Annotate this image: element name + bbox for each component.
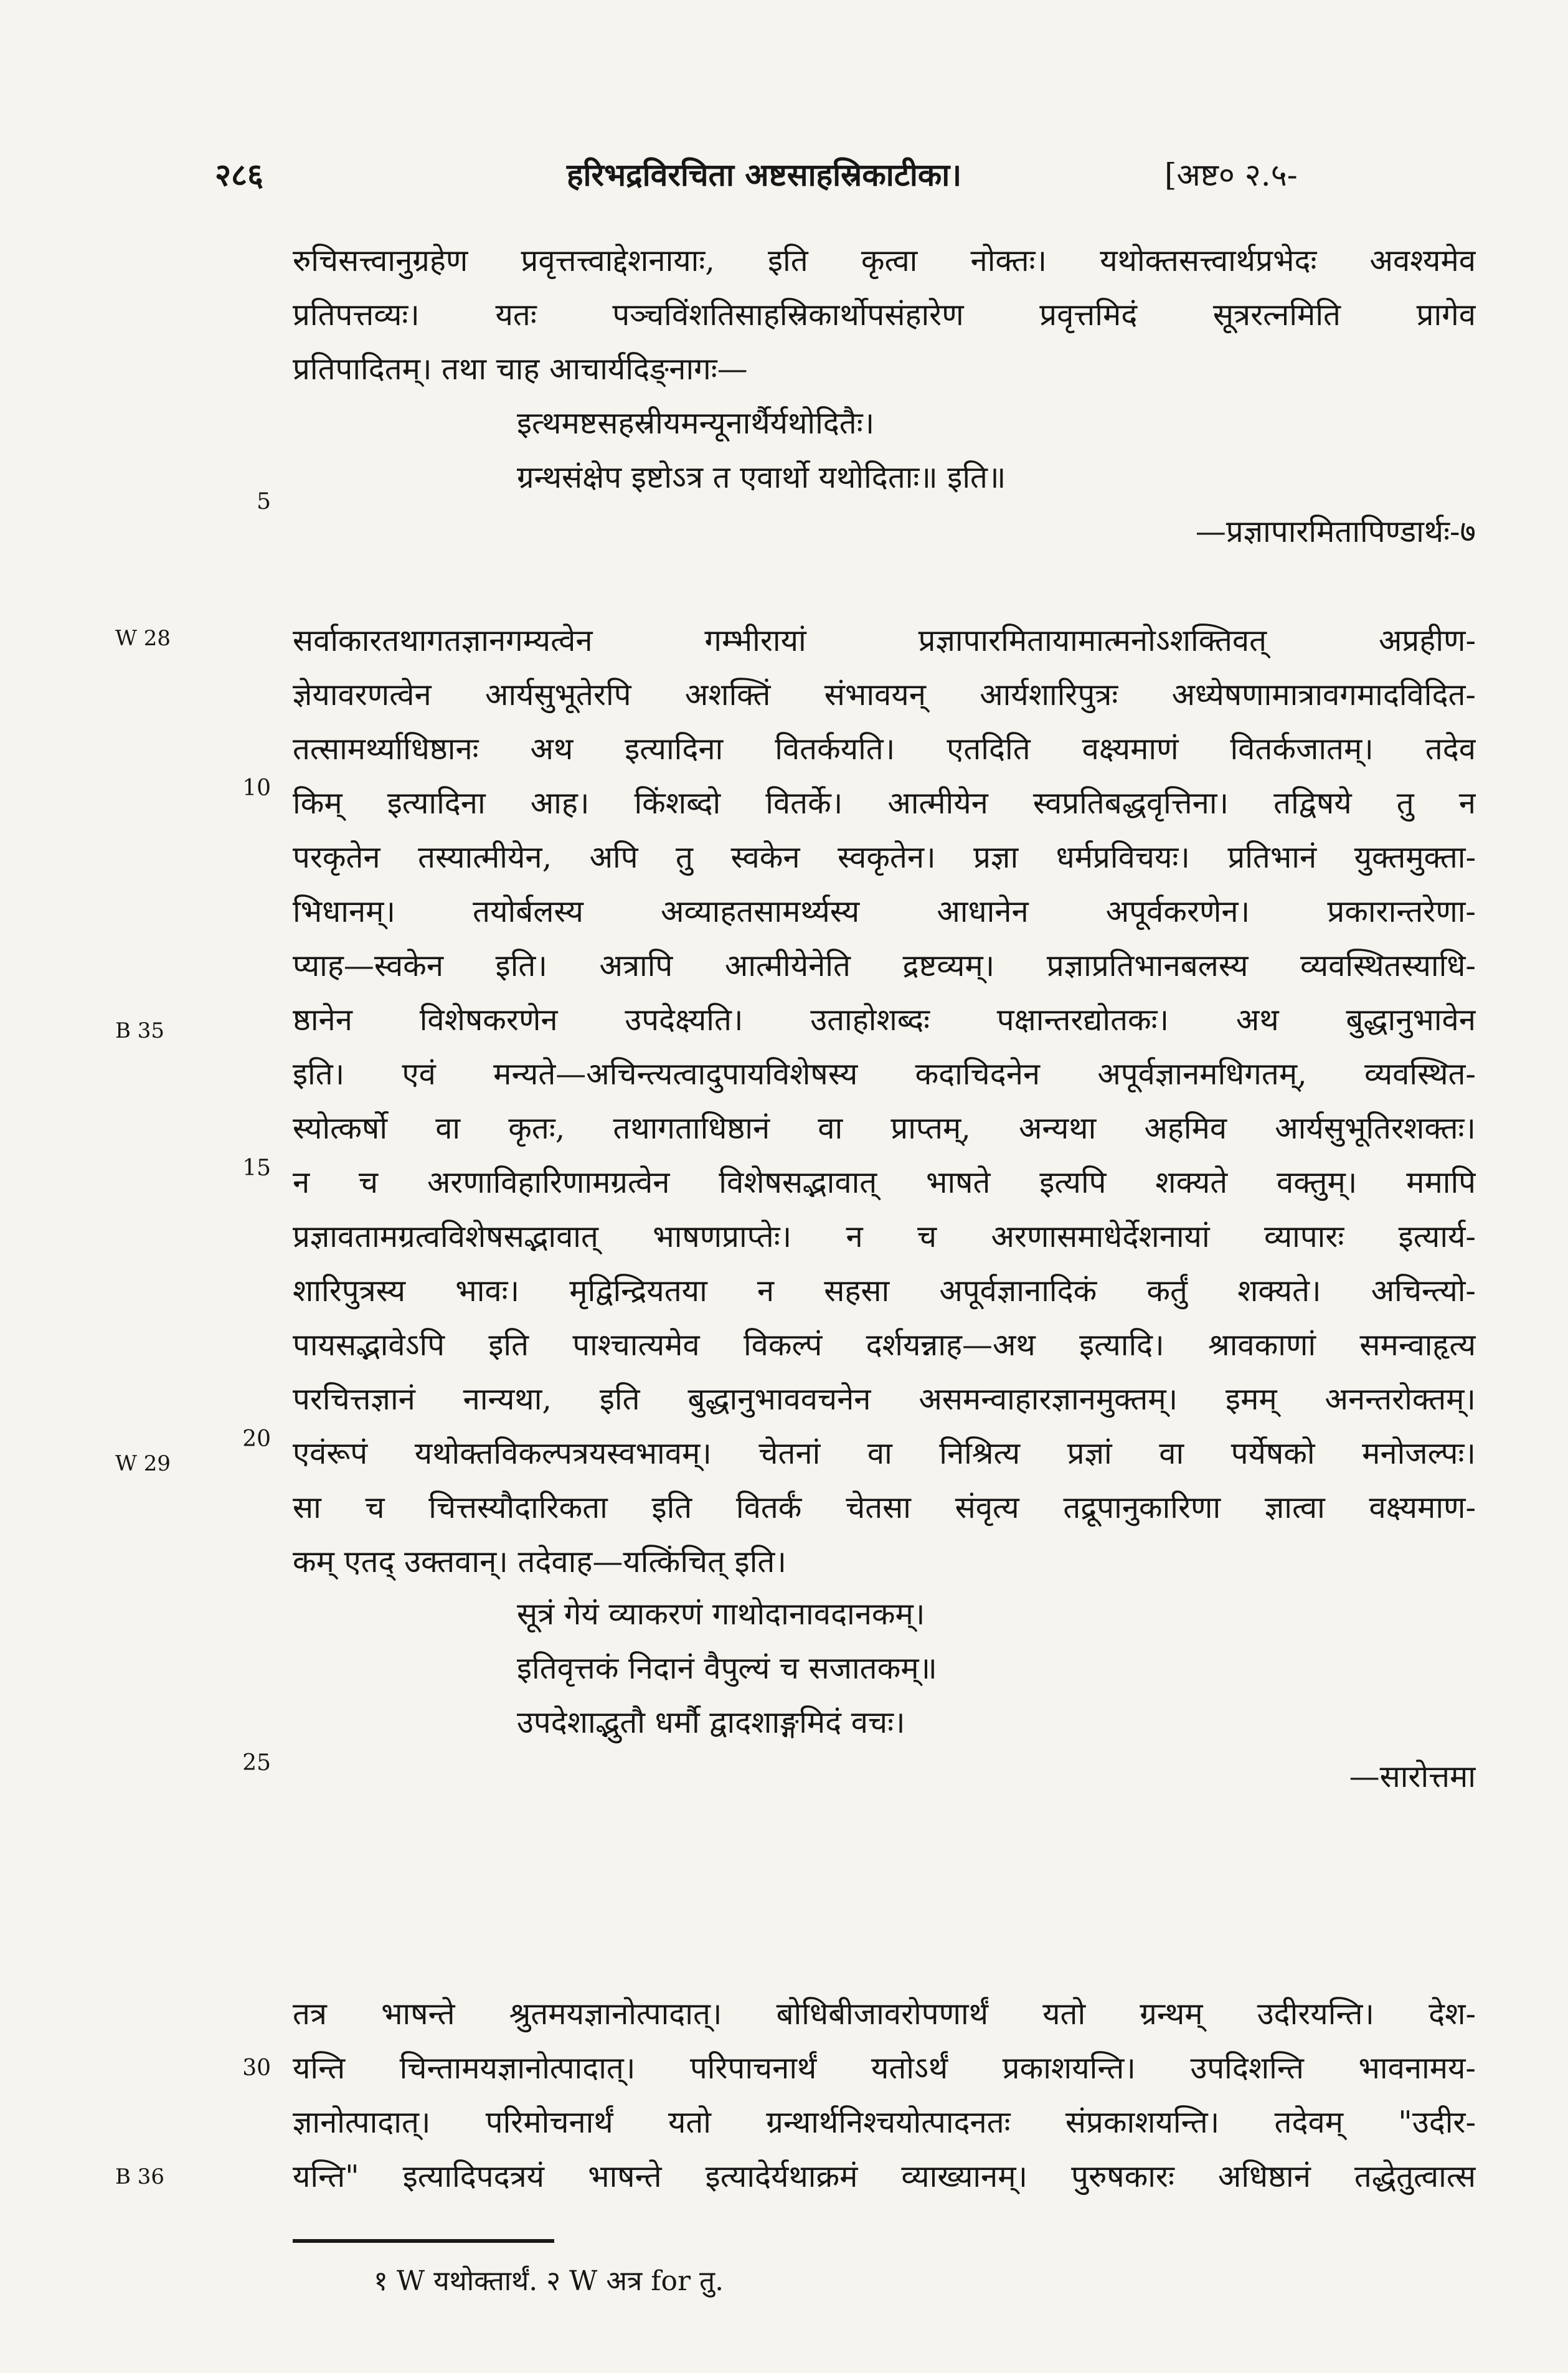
verse-1 [293, 396, 1476, 559]
text-line: न च अरणाविहारिणामग्रत्वेन विशेषसद्भावात् भाषते इत्यपि शक्यते वक्तुम्। ममापि [293, 1165, 1476, 1200]
text-line: रुचिसत्त्वानुग्रहेण प्रवृत्तत्त्वाद्देशनायाः, इति कृत्वा नोक्तः। यथोक्तसत्त्वार्थप्रभेदः अवश्यमेव [293, 243, 1476, 278]
line-number: 30 [242, 2055, 271, 2081]
verse-line: इत्थमष्टसहस्रीयमन्यूनार्थैर्यथोदितैः। [517, 405, 875, 441]
text-line: किम् इत्यादिना आह। किंशब्दो वितर्के। आत्मीयेन स्वप्रतिबद्धवृत्तिना। तद्विषये तु न [293, 785, 1476, 821]
verse-line: सूत्रं गेयं व्याकरणं गाथोदानावदानकम्। [517, 1596, 925, 1632]
text-line: प्याह—स्वकेन इति। अत्रापि आत्मीयेनेति द्रष्टव्यम्। प्रज्ञाप्रतिभानबलस्य व्यवस्थितस्याधि- [293, 948, 1476, 983]
text-line: यन्ति चिन्तामयज्ञानोत्पादात्। परिपाचनार्थं यतोऽर्थं प्रकाशयन्ति। उपदिशन्ति भावनामय- [293, 2050, 1476, 2086]
margin-reference: B 35 [115, 1018, 165, 1043]
text-line: सा च चित्तस्यौदारिकता इति वितर्कं चेतसा संवृत्य तद्रूपानुकारिणा ज्ञात्वा वक्ष्यमाण- [293, 1490, 1476, 1525]
footnote-rule [293, 2239, 554, 2243]
text-line: सर्वाकारतथागतज्ञानगम्यत्वेन गम्भीरायां प्रज्ञापारमितायामात्मनोऽशक्तिवत् अप्रहीण- [293, 623, 1476, 658]
line-number: 5 [257, 489, 271, 514]
text-line: पायसद्भावेऽपि इति पाश्चात्यमेव विकल्पं दर्शयन्नाह—अथ इत्यादि। श्रावकाणां समन्वाहृत्य [293, 1327, 1476, 1363]
verse-attribution: —सारोत्तमा [1349, 1759, 1476, 1794]
verse-attribution: —प्रज्ञापारमितापिण्डार्थः-७ [1195, 514, 1476, 549]
running-head [0, 153, 1568, 202]
verse-line: उपदेशाद्भुतौ धर्मौ द्वादशाङ्गमिदं वचः। [517, 1705, 905, 1740]
text-line: ज्ञेयावरणत्वेन आर्यसुभूतेरपि अशक्तिं संभावयन् आर्यशारिपुत्रः अध्येषणामात्रावगमादविदित- [293, 677, 1476, 713]
text-line: शारिपुत्रस्य भावः। मृद्विन्द्रियतया न सहसा अपूर्वज्ञानादिकं कर्तुं शक्यते। अचिन्त्यो- [293, 1273, 1476, 1309]
text-line: प्रतिपादितम्। तथा चाह आचार्यदिङ्नागः— [293, 351, 748, 387]
text-line: ष्ठानेन विशेषकरणेन उपदेक्ष्यति। उताहोशब्दः पक्षान्तरद्योतकः। अथ बुद्धानुभावेन [293, 1002, 1476, 1038]
section-reference: [अष्ट० २.५- [1164, 157, 1298, 193]
line-number: 20 [242, 1426, 271, 1452]
paragraph-2 [293, 613, 1476, 1589]
text-line: परकृतेन तस्यात्मीयेन, अपि तु स्वकेन स्वकृतेन। प्रज्ञा धर्मप्रविचयः। प्रतिभानं युक्तमुक्ता- [293, 840, 1476, 875]
margin-reference: B 36 [115, 2164, 165, 2189]
paragraph-1 [293, 234, 1476, 396]
text-line: प्रतिपत्तव्यः। यतः पञ्चविंशतिसाहस्रिकार्थोपसंहारेण प्रवृत्तमिदं सूत्ररत्नमिति प्रागेव [293, 297, 1476, 333]
margin-reference: W 29 [115, 1451, 171, 1476]
verse-line: ग्रन्थसंक्षेप इष्टोऽत्र त एवार्थो यथोदिताः॥ इति॥ [517, 460, 1006, 495]
verse-2 [293, 1587, 1476, 1804]
text-line: इति। एवं मन्यते—अचिन्त्यत्वादुपायविशेषस्य कदाचिदनेन अपूर्वज्ञानमधिगतम्, व्यवस्थित- [293, 1056, 1476, 1092]
text-line: तत्सामर्थ्याधिष्ठानः अथ इत्यादिना वितर्कयति। एतदिति वक्ष्यमाणं वितर्कजातम्। तदेव [293, 731, 1476, 767]
footnotes: १ W यथोक्तार्थं. २ W अत्र for तु. [374, 2265, 724, 2297]
line-number: 25 [242, 1750, 271, 1776]
text-line: तत्र भाषन्ते श्रुतमयज्ञानोत्पादात्। बोधिबीजावरोपणार्थं यतो ग्रन्थम् उदीरयन्ति। देश- [293, 1996, 1476, 2032]
line-number: 15 [242, 1155, 271, 1181]
text-line: परचित्तज्ञानं नान्यथा, इति बुद्धानुभाववचनेन असमन्वाहारज्ञानमुक्तम्। इमम् अनन्तरोक्तम्। [293, 1381, 1476, 1417]
margin-reference: W 28 [115, 626, 171, 651]
text-line: एवंरूपं यथोक्तविकल्पत्रयस्वभावम्। चेतनां वा निश्रित्य प्रज्ञां वा पर्येषको मनोजल्पः। [293, 1436, 1476, 1471]
page-number: २८६ [215, 156, 263, 193]
paragraph-3 [293, 1987, 1476, 2204]
text-line: प्रज्ञावतामग्रत्वविशेषसद्भावात् भाषणप्राप्तेः। न च अरणासमाधेर्देशनायां व्यापारः इत्यार्य- [293, 1219, 1476, 1254]
text-line: भिधानम्। तयोर्बलस्य अव्याहतसामर्थ्यस्य आधानेन अपूर्वकरणेन। प्रकारान्तरेणा- [293, 894, 1476, 929]
text-line: यन्ति" इत्यादिपदत्रयं भाषन्ते इत्यादेर्यथाक्रमं व्याख्यानम्। पुरुषकारः अधिष्ठानं तद्धेतुत्वात्स [293, 2159, 1476, 2194]
line-number: 10 [242, 775, 271, 801]
verse-line: इतिवृत्तकं निदानं वैपुल्यं च सजातकम्॥ [517, 1651, 937, 1686]
running-title: हरिभद्रविरचिता अष्टसाहस्रिकाटीका। [567, 156, 962, 193]
text-line: ज्ञानोत्पादात्। परिमोचनार्थं यतो ग्रन्थार्थनिश्चयोत्पादनतः संप्रकाशयन्ति। तदेवम् "उदीर- [293, 2105, 1476, 2140]
text-line: स्योत्कर्षो वा कृतः, तथागताधिष्ठानं वा प्राप्तम्, अन्यथा अहमिव आर्यसुभूतिरशक्तः। [293, 1111, 1476, 1146]
text-line: कम् एतद् उक्तवान्। तदेवाह—यत्किंचित् इति। [293, 1544, 786, 1580]
